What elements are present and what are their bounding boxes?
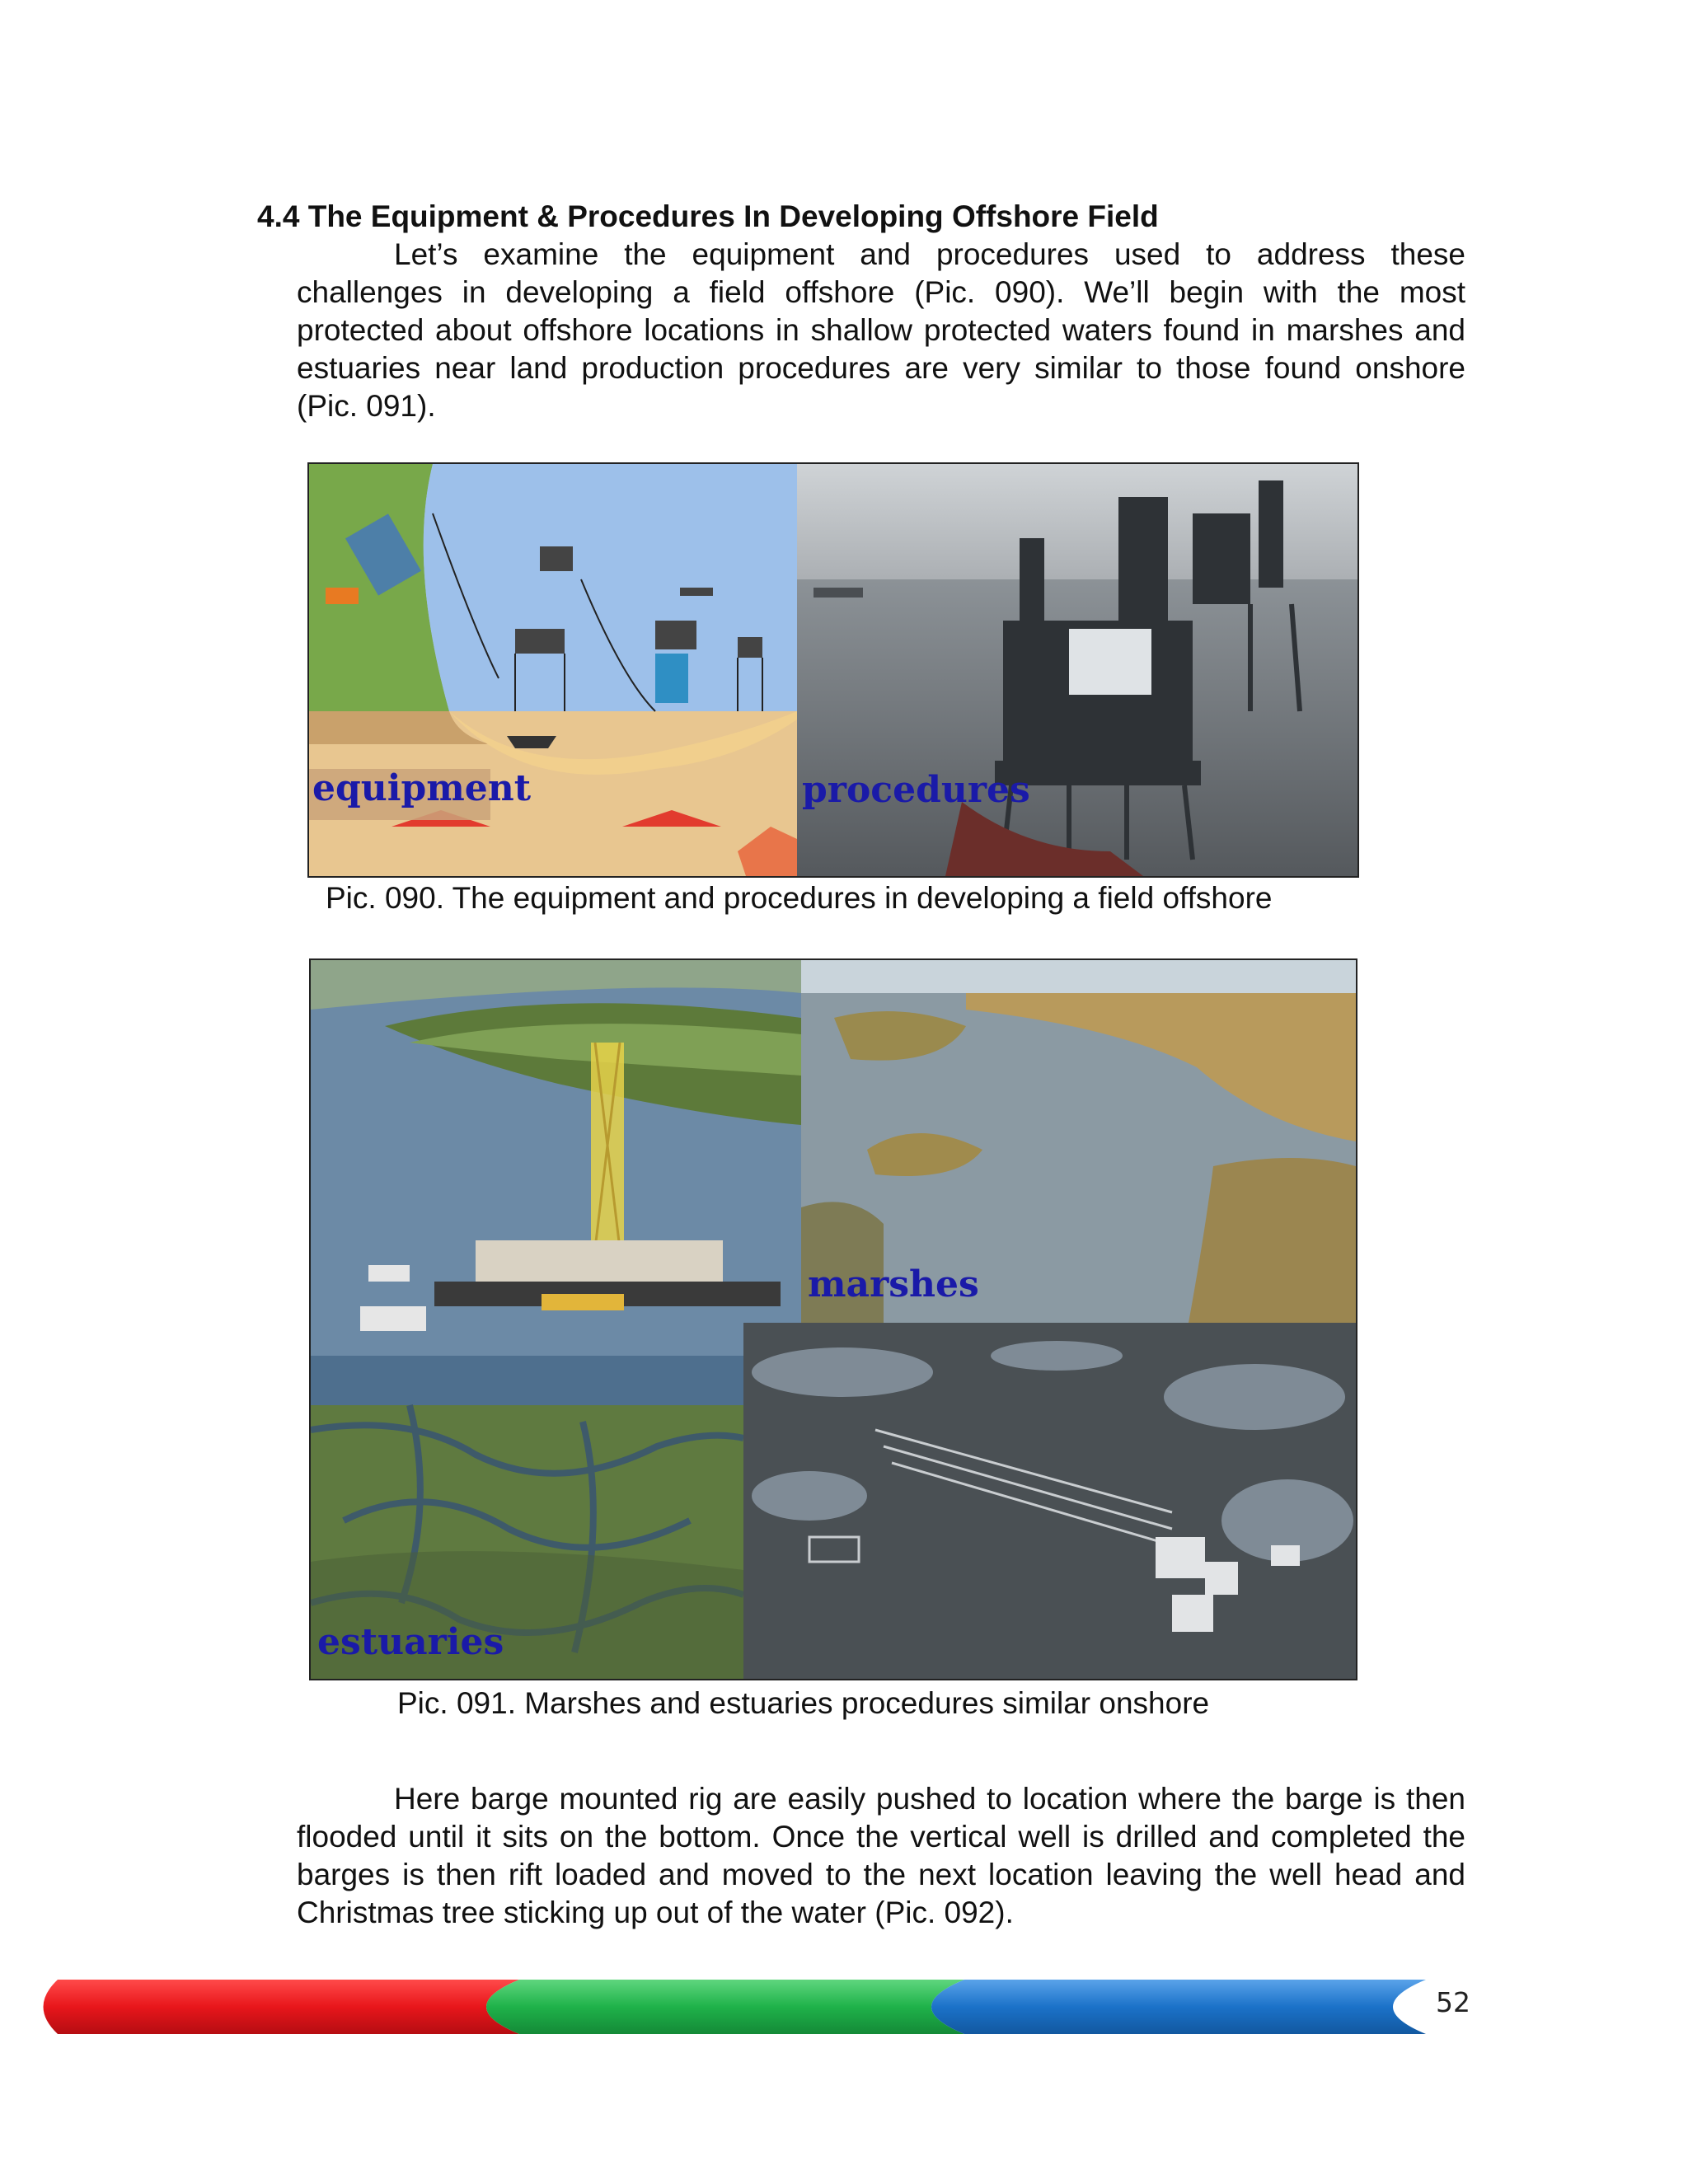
blue-bar xyxy=(931,1980,1426,2034)
page-number: 52 xyxy=(1436,1986,1470,2018)
production-facility-photo xyxy=(743,1323,1356,1679)
equipment-label: equipment xyxy=(312,767,532,809)
estuaries-label: estuaries xyxy=(317,1621,504,1663)
equipment-diagram xyxy=(309,464,797,876)
red-bar xyxy=(44,1980,520,2034)
equipment-illustration xyxy=(309,464,797,876)
figure-090-caption: Pic. 090. The equipment and procedures in developing a field offshore xyxy=(326,881,1273,915)
figure-091-caption: Pic. 091. Marshes and estuaries procedures similar onshore xyxy=(397,1686,1210,1720)
footer-color-bars xyxy=(25,1970,1442,2044)
closing-paragraph xyxy=(297,1780,1465,1932)
offshore-platform-image xyxy=(797,464,1357,876)
intro-paragraph-text: Let’s examine the equipment and procedures used to address these challenges in developing a field offshore (Pic. 090). We’ll begin with the most protected about offshore locations in shallow protected waters found in marshes and estuaries near land production procedures are very similar to those found onshore (Pic. 091). xyxy=(297,237,1465,423)
barge-rig-image xyxy=(311,960,801,1356)
estuaries-photo xyxy=(311,1356,743,1679)
section-heading: 4.4 The Equipment & Procedures In Developing Offshore Field xyxy=(257,199,1159,233)
intro-paragraph xyxy=(297,236,1465,425)
production-facility-image xyxy=(743,1323,1356,1679)
procedures-label: procedures xyxy=(802,769,1030,811)
closing-paragraph-text: Here barge mounted rig are easily pushed to location where the barge is then flooded until it sits on the bottom. Once the vertical well is drilled and completed the barges is then rift loaded and moved to the next location leaving the well head and Christmas tree sticking up out of the water (Pic. 092). xyxy=(297,1782,1465,1929)
green-bar xyxy=(486,1980,964,2034)
barge-rig-photo xyxy=(311,960,801,1356)
marshes-photo xyxy=(801,960,1356,1323)
figure-091 xyxy=(309,958,1357,1680)
marshes-label: marshes xyxy=(808,1263,979,1305)
offshore-platform-photo xyxy=(797,464,1357,876)
figure-090 xyxy=(307,462,1359,878)
